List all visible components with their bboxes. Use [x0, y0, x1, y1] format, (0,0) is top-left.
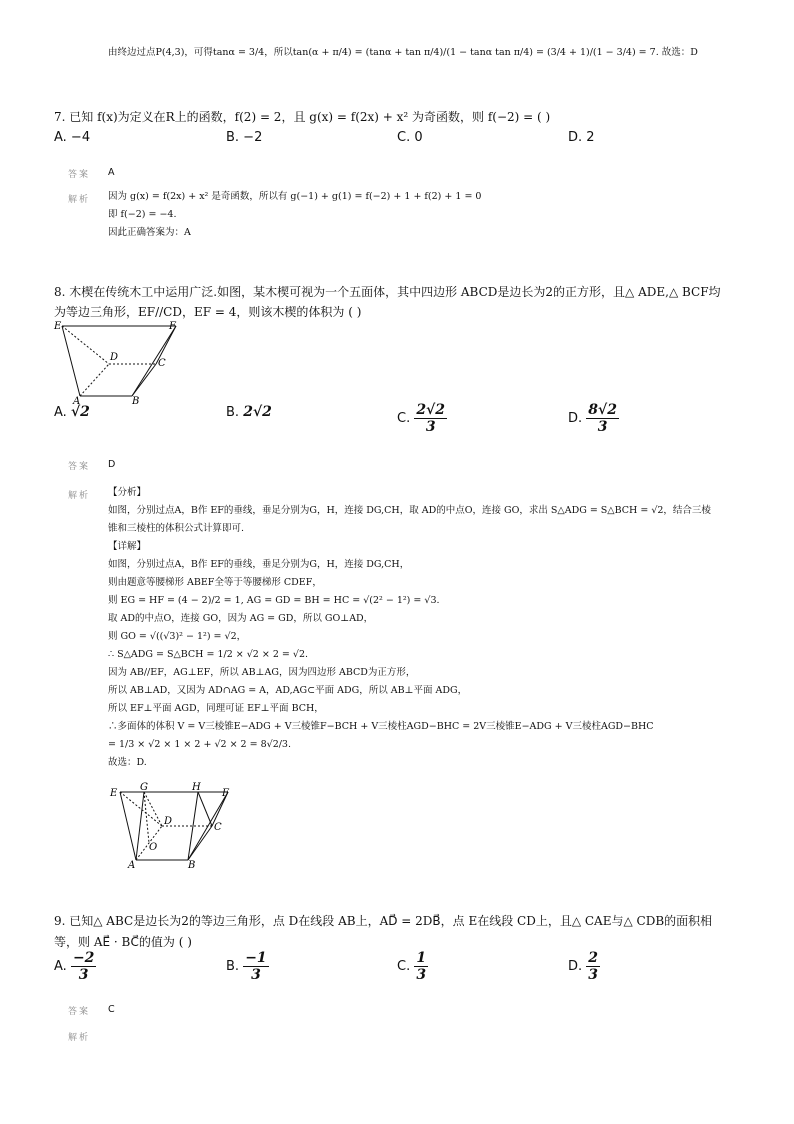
fig2-label-g: G: [140, 782, 148, 793]
q8-analysis-line: 则由题意等腰梯形 ABEF全等于等腰梯形 CDEF，: [108, 577, 322, 588]
q9-answer-label: 答案: [68, 1007, 91, 1017]
q9-stem-line2: 等，则 AE⃗ · BC⃗的值为 ( ): [54, 935, 192, 949]
q8-stem-line1: 8. 木楔在传统木工中运用广泛.如图，某木楔可视为一个五面体，其中四边形 ABCD是边长为2的正方形，且△ ADE,△ BCF均: [54, 285, 721, 299]
q8-analysis-line: 【分析】: [108, 487, 147, 498]
fig-label-c: C: [158, 358, 166, 369]
fig-label-d: D: [110, 352, 119, 363]
q9-option-c: C. $\frac{1}{3}$: [397, 950, 427, 983]
q8-analysis-line: ∴多面体的体积 V = V三棱锥E−ADG + V三棱锥F−BCH + V三棱柱AGD−BHC = 2V三棱锥E−ADG + V三棱柱AGD−BHC: [108, 721, 654, 732]
q8-solution-figure: [106, 782, 236, 872]
q8-analysis-line: 故选：D.: [108, 757, 147, 768]
fig-label-a: A: [73, 396, 81, 404]
q9-option-d: D. $\frac{2}{3}$: [568, 950, 599, 983]
fig-label-e: E: [54, 321, 62, 332]
q8-analysis-line: 如图，分别过点A，B作 EF的垂线，垂足分别为G，H，连接 DG,CH，取 AD的中点O，连接 GO，求出 S△ADG = S△BCH = √2，结合三棱: [108, 505, 711, 516]
fig2-label-o: O: [149, 842, 158, 853]
q8-analysis-line: 则 EG = HF = (4 − 2)/2 = 1, AG = GD = BH = HC = √(2² − 1²) = √3.: [108, 595, 440, 606]
q8-stem-line2: 为等边三角形，EF//CD，EF = 4，则该木楔的体积为 ( ): [54, 305, 362, 319]
q8-analysis-line: 如图，分别过点A，B作 EF的垂线，垂足分别为G，H，连接 DG,CH，: [108, 559, 410, 570]
q8-analysis-line: = 1/3 × √2 × 1 × 2 + √2 × 2 = 8√2/3.: [108, 739, 292, 750]
q9-answer: C: [108, 1004, 115, 1015]
q8-analysis-line: 所以 EF⊥平面 AGD，同理可证 EF⊥平面 BCH，: [108, 703, 324, 714]
q8-analysis-line: 因为 AB//EF，AG⊥EF，所以 AB⊥AG，因为四边形 ABCD为正方形，: [108, 667, 416, 678]
q8-analysis-label: 解析: [68, 491, 91, 501]
intro-solution-line: 由终边过点P(4,3)，可得tanα = 3/4，所以tan(α + π/4) = (tanα + tan π/4)/(1 − tanα tan π/4) = (3/4 + 1)/(1 − 3/4) = 7. 故选：D: [108, 47, 698, 58]
q7-option-c: C. 0: [397, 130, 423, 145]
q8-analysis-line: ∴ S△ADG = S△BCH = 1/2 × √2 × 2 = √2.: [108, 649, 309, 660]
q7-analysis-line: 即 f(−2) = −4.: [108, 209, 177, 220]
q7-analysis: [108, 188, 481, 242]
fig2-label-f: F: [222, 788, 229, 799]
fig2-label-h: H: [192, 782, 201, 793]
q8-option-a: A. √2: [54, 404, 90, 420]
q9-stem-line1: 9. 已知△ ABC是边长为2的等边三角形，点 D在线段 AB上，AD⃗ = 2DB⃗，点 E在线段 CD上，且△ CAE与△ CDB的面积相: [54, 914, 713, 928]
fig2-label-c: C: [214, 822, 222, 833]
fig2-label-b: B: [188, 860, 196, 871]
q7-analysis-line: 因为 g(x) = f(2x) + x² 是奇函数，所以有 g(−1) + g(1) = f(−2) + 1 + f(2) + 1 = 0: [108, 191, 482, 202]
q8-analysis-line: 取 AD的中点O，连接 GO，因为 AG = GD，所以 GO⊥AD，: [108, 613, 374, 624]
q9-option-b: B. $\frac{-1}{3}$: [226, 950, 267, 983]
q7-option-a: A. −4: [54, 130, 91, 145]
q8-option-d: D. $\frac{8√2}{3}$: [568, 402, 617, 435]
fig-label-b: B: [132, 396, 140, 404]
q8-option-b: B. 2√2: [226, 404, 272, 420]
q8-wedge-figure: [52, 318, 182, 404]
q8-analysis-line: 锥和三棱柱的体积公式计算即可.: [108, 523, 245, 534]
q8-analysis-line: 【详解】: [108, 541, 147, 552]
q7-option-d: D. 2: [568, 130, 595, 145]
q8-answer: D: [108, 459, 116, 470]
q7-option-b: B. −2: [226, 130, 263, 145]
q8-analysis-line: 则 GO = √((√3)² − 1²) = √2，: [108, 631, 247, 642]
q8-option-c: C. $\frac{2√2}{3}$: [397, 402, 446, 435]
fig2-label-a: A: [128, 860, 136, 871]
q9-analysis-label: 解析: [68, 1033, 91, 1043]
fig2-label-d: D: [164, 816, 173, 827]
fig-label-f: F: [169, 321, 176, 332]
q7-analysis-line: 因此正确答案为：A: [108, 227, 191, 238]
q7-answer-label: 答案: [68, 170, 91, 180]
q7-stem: 7. 已知 f(x)为定义在R上的函数，f(2) = 2，且 g(x) = f(2x) + x² 为奇函数，则 f(−2) = ( ): [54, 110, 551, 124]
q8-answer-label: 答案: [68, 462, 91, 472]
q9-option-a: A. $\frac{-2}{3}$: [54, 950, 95, 983]
q7-answer: A: [108, 167, 115, 178]
q8-analysis: [108, 484, 711, 772]
fig2-label-e: E: [110, 788, 118, 799]
q8-analysis-line: 所以 AB⊥AD，又因为 AD∩AG = A，AD,AG⊂平面 ADG，所以 AB⊥平面 ADG，: [108, 685, 468, 696]
q7-analysis-label: 解析: [68, 195, 91, 205]
